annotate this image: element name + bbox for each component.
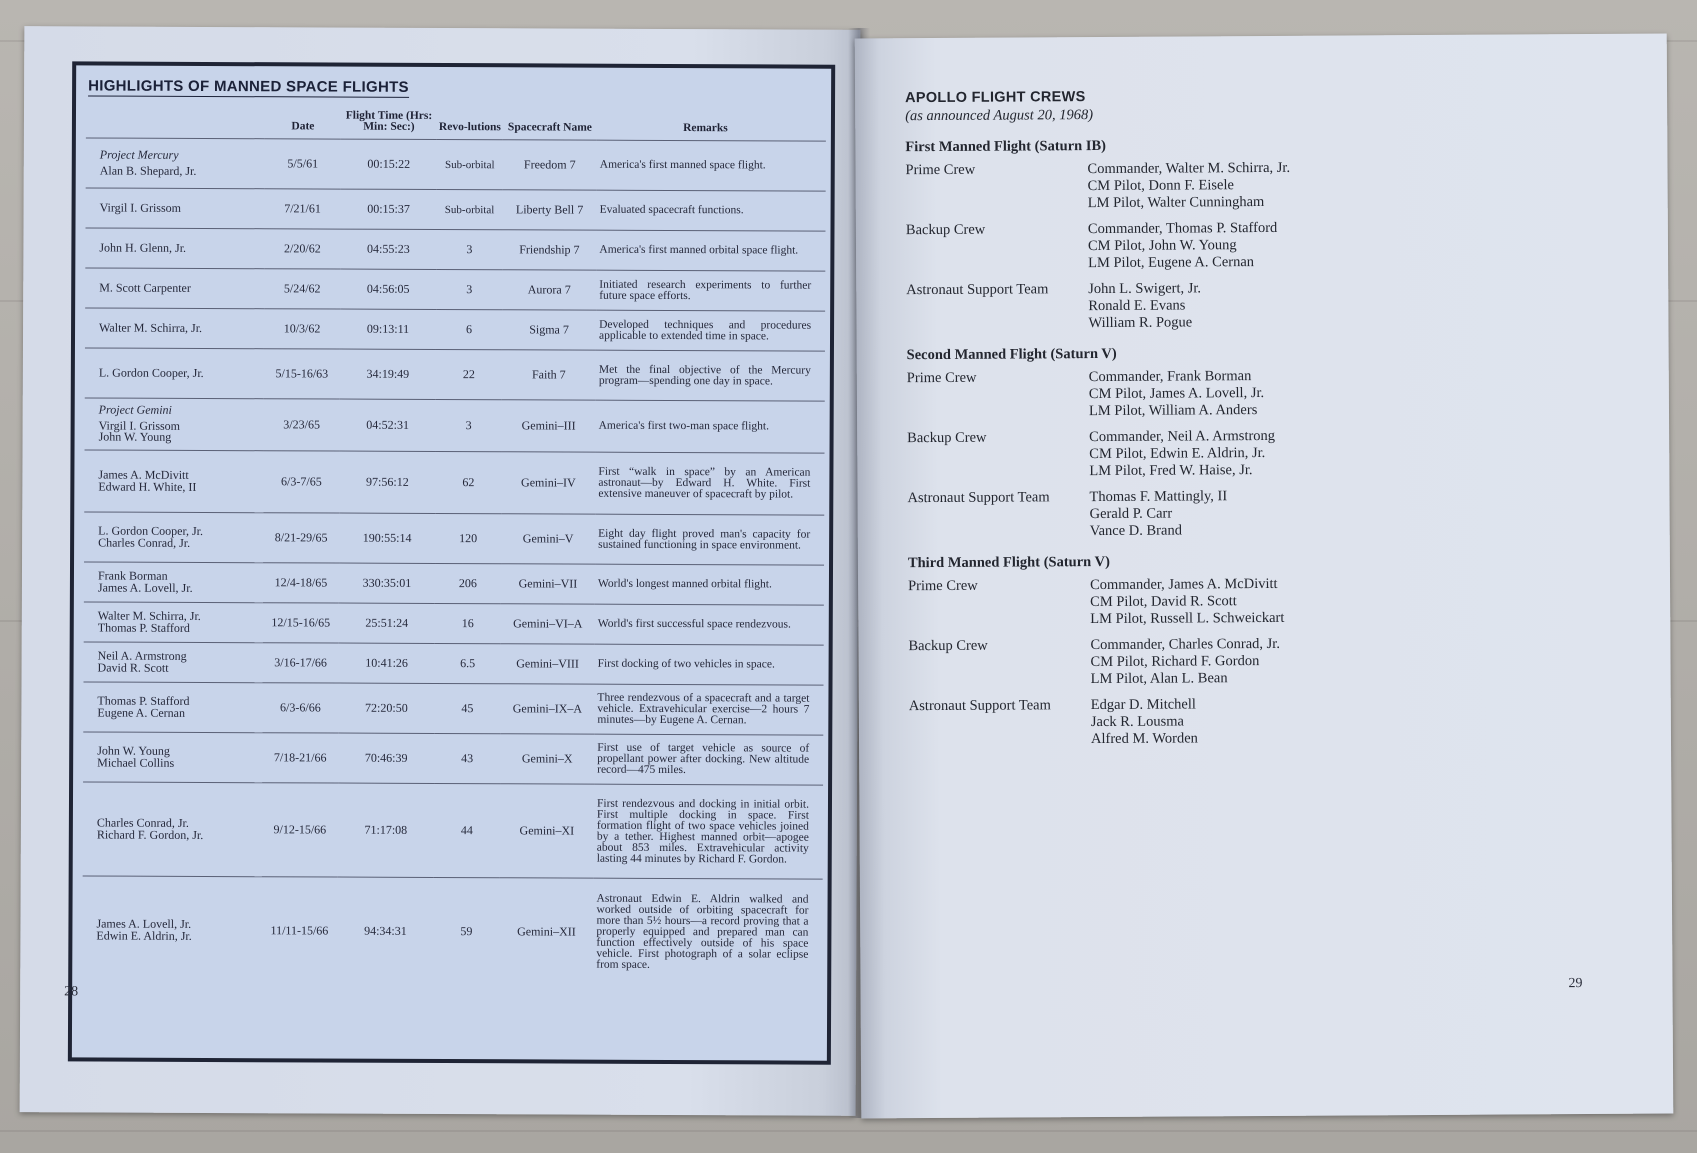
astronaut-names-cell — [83, 782, 262, 877]
flight-time-cell: 00:15:22 — [341, 139, 437, 189]
flight-time-cell: 34:19:49 — [340, 349, 436, 399]
crew-member: Commander, Thomas P. Stafford — [1087, 219, 1278, 238]
table-row — [83, 732, 823, 785]
flight-crew-list — [905, 135, 1609, 749]
manned-flight-block — [907, 343, 1608, 541]
table-row — [85, 268, 825, 311]
crew-member: Jack R. Lousma — [1090, 713, 1184, 731]
flight-time-cell: 190:55:14 — [339, 513, 435, 563]
left-page — [20, 26, 861, 1116]
astronaut-name: James A. McDivitt — [98, 467, 189, 482]
crew-role-row — [907, 486, 1607, 541]
crew-role-label: Prime Crew — [908, 577, 978, 595]
crew-member: William R. Pogue — [1088, 314, 1193, 332]
astronaut-name: Frank Borman — [97, 568, 168, 583]
crew-member: Commander, Frank Borman — [1088, 368, 1252, 386]
crew-member: LM Pilot, Russell L. Schweickart — [1090, 609, 1285, 628]
col-header-remarks: Remarks — [597, 112, 826, 141]
astronaut-names-cell — [85, 308, 264, 349]
revolutions-cell: 44 — [434, 783, 500, 877]
remarks-cell: Developed techniques and procedures applicable to extended time in space. — [596, 310, 825, 351]
remarks-cell: First “walk in space” by an American astronaut—by Edward H. White. First extensive maneuver of spacecraft by pilot. — [595, 452, 824, 515]
crew-members — [1087, 160, 1290, 212]
flight-date-cell: 12/15-16/65 — [263, 603, 339, 643]
astronaut-name: Charles Conrad, Jr. — [98, 535, 191, 550]
astronaut-name: Michael Collins — [97, 755, 175, 770]
crew-members — [1090, 576, 1284, 628]
flight-time-cell: 71:17:08 — [338, 783, 434, 877]
spacecraft-name-cell: Aurora 7 — [502, 270, 596, 310]
spacecraft-name-cell: Gemini–V — [501, 514, 595, 564]
revolutions-cell: 6 — [436, 309, 502, 349]
flight-date-cell: 8/21-29/65 — [263, 513, 339, 563]
apollo-crews-section — [905, 86, 1609, 758]
spacecraft-name-cell: Friendship 7 — [502, 230, 596, 270]
astronaut-name: Walter M. Schirra, Jr. — [97, 608, 201, 623]
table-header-row — [86, 109, 826, 141]
table-row — [85, 398, 825, 453]
table-row — [84, 602, 824, 645]
col-header-date: Date — [265, 110, 341, 139]
spacecraft-name-cell: Gemini–XII — [517, 924, 576, 939]
remarks-cell: America's first manned space flight. — [597, 140, 826, 191]
crew-role-row — [909, 694, 1609, 749]
booklet-spread — [22, 28, 1670, 1116]
flight-time-cell: 04:52:31 — [340, 399, 436, 451]
crew-member: Commander, Neil A. Armstrong — [1089, 427, 1276, 446]
flight-date-cell: 7/18-21/66 — [262, 733, 338, 783]
table-title: HIGHLIGHTS OF MANNED SPACE FLIGHTS — [88, 77, 409, 96]
crew-role-row — [907, 426, 1607, 481]
astronaut-names-cell — [86, 138, 265, 189]
remarks-cell: First rendezvous and docking in initial orbit. First multiple docking in space. First formation flight of two space vehicles joined by a tether. Highest manned orbit—apogee about 853 miles. Extravehicular activity lasting 44 minutes by Richard F. Gordon. — [594, 784, 823, 879]
flight-time-cell: 04:56:05 — [340, 269, 436, 309]
crew-member: Commander, Charles Conrad, Jr. — [1090, 635, 1280, 654]
spacecraft-name-cell: Gemini–VIII — [501, 644, 595, 684]
crew-member: CM Pilot, Richard F. Gordon — [1090, 653, 1260, 671]
project-label: Project Gemini — [98, 402, 172, 418]
revolutions-cell: 120 — [435, 513, 501, 563]
flight-time-cell: 94:34:31 — [364, 923, 407, 938]
table-row — [82, 876, 822, 987]
revolutions-cell: 16 — [435, 603, 501, 643]
flight-time-cell: 04:55:23 — [340, 229, 436, 269]
flight-date-cell: 9/12-15/66 — [262, 783, 338, 877]
crew-members — [1088, 220, 1278, 272]
flight-date-cell: 5/5/61 — [265, 139, 341, 189]
spacecraft-name-cell: Gemini–VI–A — [501, 604, 595, 644]
astronaut-names-cell — [84, 642, 263, 683]
crew-member: LM Pilot, Walter Cunningham — [1087, 193, 1265, 212]
crews-subtitle: (as announced August 20, 1968) — [905, 107, 1094, 125]
table-row — [85, 188, 825, 231]
spacecraft-name-cell: Gemini–IV — [501, 452, 595, 514]
table-row — [84, 512, 824, 565]
spacecraft-name-cell: Freedom 7 — [503, 140, 597, 190]
revolutions-cell: Sub-orbital — [437, 139, 503, 189]
table-row — [84, 642, 824, 685]
revolutions-cell: 43 — [434, 733, 500, 783]
table-row — [84, 450, 824, 515]
astronaut-name: Eugene A. Cernan — [97, 705, 186, 720]
remarks-cell: America's first manned orbital space flight. — [596, 230, 825, 271]
crew-role-label: Backup Crew — [907, 429, 987, 447]
col-header-revolutions: Revo-lutions — [437, 111, 503, 140]
astronaut-name: Virgil I. Grissom — [98, 418, 181, 433]
col-header-spacecraft: Spacecraft Name — [503, 111, 597, 140]
manned-flight-block — [905, 135, 1606, 333]
astronaut-names-cell — [85, 188, 264, 229]
astronaut-name: Neil A. Armstrong — [97, 648, 187, 663]
flight-date-cell: 6/3-7/65 — [263, 451, 339, 513]
astronaut-names-cell — [85, 228, 264, 269]
flight-time-cell: 97:56:12 — [339, 451, 435, 513]
astronaut-names-cell — [84, 602, 263, 643]
crew-member: LM Pilot, Alan L. Bean — [1090, 670, 1228, 688]
flight-date-cell: 10/3/62 — [264, 309, 340, 349]
flight-date-cell: 6/3-6/66 — [262, 683, 338, 733]
crew-member: CM Pilot, James A. Lovell, Jr. — [1088, 384, 1265, 403]
flights-table-frame — [68, 61, 835, 1064]
flight-time-cell: 70:46:39 — [338, 733, 434, 783]
revolutions-cell: 59 — [460, 924, 473, 939]
flight-heading: Third Manned Flight (Saturn V) — [907, 553, 1110, 572]
flight-time-cell: 10:41:26 — [339, 643, 435, 683]
astronaut-name: John W. Young — [97, 743, 170, 758]
crew-member: Ronald E. Evans — [1088, 297, 1186, 315]
spacecraft-name-cell: Gemini–VII — [501, 564, 595, 604]
flight-date-cell: 2/20/62 — [264, 229, 340, 269]
crew-member: Gerald P. Carr — [1089, 505, 1173, 523]
crew-members — [1089, 368, 1265, 420]
revolutions-cell: 22 — [436, 349, 502, 399]
revolutions-cell: 62 — [435, 451, 501, 513]
revolutions-cell: 3 — [436, 229, 502, 269]
astronaut-name: Thomas P. Stafford — [97, 620, 190, 635]
crew-member: CM Pilot, Donn F. Eisele — [1087, 177, 1234, 195]
flight-date-cell: 11/11-15/66 — [270, 923, 329, 938]
crew-role-row — [906, 278, 1606, 333]
crew-member: Edgar D. Mitchell — [1090, 696, 1196, 714]
crews-title: APOLLO FLIGHT CREWS — [905, 89, 1086, 107]
astronaut-name: John H. Glenn, Jr. — [99, 240, 187, 255]
revolutions-cell: 6.5 — [435, 643, 501, 683]
crew-member: John L. Swigert, Jr. — [1088, 280, 1202, 298]
astronaut-name: Thomas P. Stafford — [97, 693, 190, 708]
astronaut-name: David R. Scott — [97, 660, 169, 675]
revolutions-cell: 3 — [436, 399, 502, 451]
crew-role-row — [907, 366, 1607, 421]
astronaut-names-cell — [85, 398, 264, 451]
crew-members — [1089, 428, 1275, 480]
revolutions-cell: 45 — [434, 683, 500, 733]
astronaut-names-cell — [84, 562, 263, 603]
crew-role-label: Backup Crew — [905, 221, 986, 239]
crew-role-label: Prime Crew — [906, 369, 977, 387]
table-row — [83, 682, 823, 735]
remarks-cell: World's first successful space rendezvous. — [595, 604, 824, 645]
manned-flights-table — [82, 109, 826, 987]
crew-member: LM Pilot, Fred W. Haise, Jr. — [1089, 462, 1253, 480]
right-page — [855, 34, 1674, 1119]
flight-date-cell: 3/23/65 — [264, 399, 340, 451]
crew-role-label: Astronaut Support Team — [906, 281, 1049, 299]
astronaut-name: Alan B. Shepard, Jr. — [99, 163, 197, 178]
crew-member: Vance D. Brand — [1089, 522, 1182, 540]
astronaut-names-cell — [85, 268, 264, 309]
crew-member: LM Pilot, William A. Anders — [1088, 402, 1258, 420]
page-number-left: 28 — [64, 984, 79, 1000]
flight-time-cell: 330:35:01 — [339, 563, 435, 603]
crew-member: Commander, Walter M. Schirra, Jr. — [1087, 159, 1291, 178]
astronaut-name: James A. Lovell, Jr. — [96, 916, 192, 932]
revolutions-cell: 3 — [436, 269, 502, 309]
flight-time-cell: 25:51:24 — [339, 603, 435, 643]
revolutions-cell: Sub-orbital — [436, 189, 502, 229]
table-row — [84, 562, 824, 605]
astronaut-name: James A. Lovell, Jr. — [97, 580, 193, 595]
crew-member: CM Pilot, David R. Scott — [1090, 593, 1237, 611]
crew-role-label: Backup Crew — [908, 637, 988, 655]
remarks-cell: Three rendezvous of a spacecraft and a target vehicle. Extravehicular exercise—2 hours 7 minutes—by Eugene A. Cernan. — [594, 684, 823, 735]
spacecraft-name-cell: Sigma 7 — [502, 310, 596, 350]
astronaut-names-cell — [83, 732, 262, 783]
astronaut-name: Charles Conrad, Jr. — [96, 815, 189, 830]
revolutions-cell: 206 — [435, 563, 501, 603]
astronaut-name: Walter M. Schirra, Jr. — [99, 320, 203, 335]
crew-member: LM Pilot, Eugene A. Cernan — [1088, 254, 1255, 272]
spacecraft-name-cell: Gemini–XI — [500, 784, 594, 878]
crew-members — [1091, 696, 1198, 748]
spacecraft-name-cell: Gemini–III — [502, 400, 596, 452]
astronaut-names-cell — [82, 876, 261, 985]
page-number-right: 29 — [1568, 976, 1583, 992]
flight-heading: First Manned Flight (Saturn IB) — [905, 137, 1107, 156]
crew-role-label: Prime Crew — [905, 161, 976, 179]
astronaut-name: L. Gordon Cooper, Jr. — [98, 365, 204, 380]
table-row — [83, 782, 823, 879]
table-body — [82, 138, 826, 987]
spacecraft-name-cell: Liberty Bell 7 — [502, 190, 596, 230]
table-row — [85, 348, 825, 401]
crew-role-label: Astronaut Support Team — [908, 697, 1051, 715]
astronaut-name: L. Gordon Cooper, Jr. — [98, 523, 204, 538]
remarks-cell: Evaluated spacecraft functions. — [596, 190, 825, 231]
spacecraft-name-cell: Gemini–IX–A — [500, 684, 594, 734]
spacecraft-name-cell: Gemini–X — [500, 734, 594, 784]
astronaut-name: John W. Young — [98, 429, 172, 445]
flight-date-cell: 12/4-18/65 — [263, 563, 339, 603]
crew-members — [1090, 636, 1280, 688]
table-row — [86, 138, 826, 191]
flight-date-cell: 3/16-17/66 — [263, 643, 339, 683]
flight-time-cell: 00:15:37 — [340, 189, 436, 229]
astronaut-name: Edward H. White, II — [98, 479, 197, 494]
crew-role-row — [906, 218, 1606, 273]
remarks-cell: Initiated research experiments to further future space efforts. — [596, 270, 825, 311]
astronaut-name: M. Scott Carpenter — [99, 280, 191, 295]
project-label: Project Mercury — [99, 147, 179, 162]
crew-member: Alfred M. Worden — [1090, 730, 1198, 748]
crew-role-label: Astronaut Support Team — [907, 489, 1050, 507]
crew-member: CM Pilot, Edwin E. Aldrin, Jr. — [1089, 444, 1266, 463]
spacecraft-name-cell: Faith 7 — [502, 350, 596, 400]
remarks-cell: America's first two-man space flight. — [596, 400, 825, 453]
remarks-cell: Eight day flight proved man's capacity for sustained functioning in space environment. — [595, 514, 824, 565]
table-row — [85, 228, 825, 271]
crew-members — [1089, 488, 1227, 540]
col-header-flight-time: Flight Time (Hrs: Min: Sec:) — [341, 111, 437, 140]
table-row — [85, 308, 825, 351]
remarks-cell: Met the final objective of the Mercury program—spending one day in space. — [596, 350, 825, 401]
crew-role-row — [905, 158, 1605, 213]
flight-time-cell: 09:13:11 — [340, 309, 436, 349]
astronaut-names-cell — [84, 450, 263, 513]
crew-member: CM Pilot, John W. Young — [1087, 237, 1237, 255]
flight-date-cell: 5/15-16/63 — [264, 349, 340, 399]
astronaut-name: Virgil I. Grissom — [99, 200, 182, 215]
remarks-cell: World's longest manned orbital flight. — [595, 564, 824, 605]
flight-date-cell: 5/24/62 — [264, 269, 340, 309]
astronaut-name: Richard F. Gordon, Jr. — [96, 827, 204, 842]
astronaut-names-cell — [84, 512, 263, 563]
remarks-cell: Astronaut Edwin E. Aldrin walked and worked outside of orbiting spacecraft for more than 5½ hours—a record proving that a properly equipped and prepared man can function effectively outside of his space vehicle. First photograph of a solar eclipse from space. — [596, 892, 809, 972]
crew-member: Thomas F. Mattingly, II — [1089, 488, 1228, 506]
flight-date-cell: 7/21/61 — [264, 189, 340, 229]
col-header-name — [86, 109, 265, 138]
astronaut-names-cell — [85, 348, 264, 399]
manned-flight-block — [908, 551, 1609, 749]
crew-role-row — [908, 574, 1608, 629]
remarks-cell: First docking of two vehicles in space. — [595, 644, 824, 685]
crew-members — [1088, 280, 1201, 332]
flight-time-cell: 72:20:50 — [338, 683, 434, 733]
remarks-cell: First use of target vehicle as source of propellant power after docking. New altitude record—475 miles. — [594, 734, 823, 785]
crew-member: Commander, James A. McDivitt — [1090, 575, 1278, 594]
astronaut-name: Edwin E. Aldrin, Jr. — [96, 928, 192, 943]
astronaut-names-cell — [83, 682, 262, 733]
crew-role-row — [908, 634, 1608, 689]
flight-heading: Second Manned Flight (Saturn V) — [906, 345, 1117, 364]
